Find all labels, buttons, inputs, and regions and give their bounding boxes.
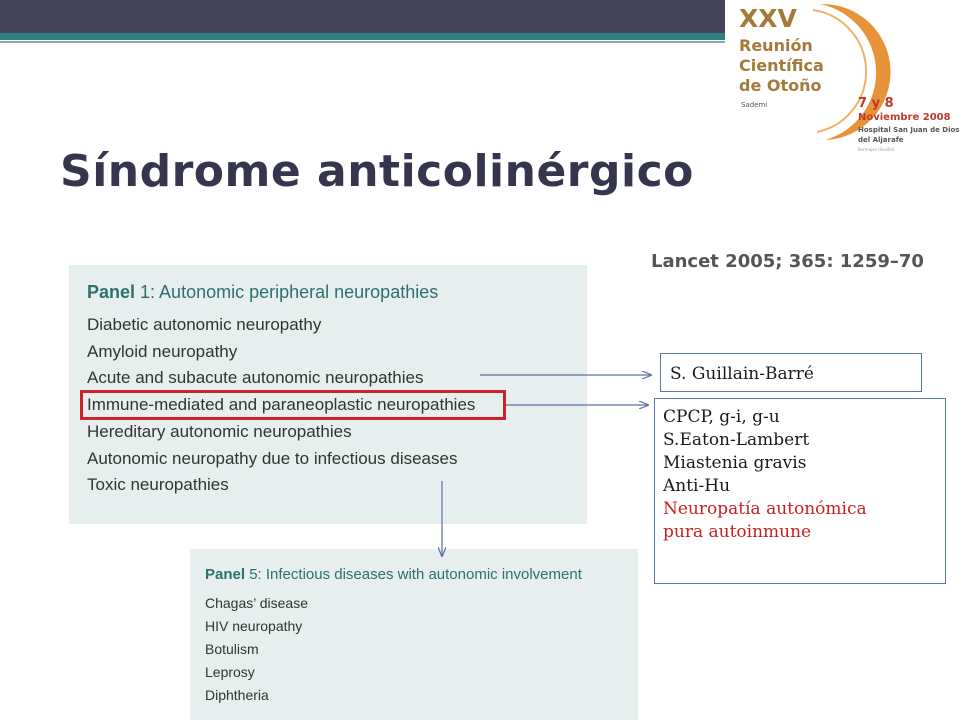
accent-thin-line xyxy=(0,41,730,43)
panel1-item: Amyloid neuropathy xyxy=(87,342,238,361)
conference-logo xyxy=(725,0,960,165)
condition-line: Miastenia gravis xyxy=(663,453,807,473)
condition-line-highlight: Neuropatía autonómica xyxy=(663,499,867,519)
panel5-item: Chagas’ disease xyxy=(205,595,308,611)
logo-edition: XXV xyxy=(739,4,797,33)
panel1-heading xyxy=(87,282,438,303)
panel1-item: Immune-mediated and paraneoplastic neuropathies xyxy=(87,395,476,414)
panel5-heading-rest: 5: Infectious diseases with autonomic involvement xyxy=(245,566,582,583)
logo-city: Bormujos (Sevilla) xyxy=(858,147,895,152)
panel1-item: Acute and subacute autonomic neuropathies xyxy=(87,368,424,387)
logo-line-1: Reunión xyxy=(739,36,813,55)
panel-infectious-diseases xyxy=(190,549,638,720)
logo-sponsor: Sademi xyxy=(741,101,768,109)
panel1-item: Hereditary autonomic neuropathies xyxy=(87,422,352,441)
condition-line: Anti-Hu xyxy=(663,476,731,496)
immune-conditions-box xyxy=(654,398,946,584)
panel5-item: HIV neuropathy xyxy=(205,618,303,634)
panel5-heading-bold: Panel xyxy=(205,566,246,583)
condition-line: CPCP, g-i, g-u xyxy=(663,407,780,427)
panel5-item: Botulism xyxy=(205,641,259,657)
highlight-box xyxy=(80,390,506,420)
panel5-item: Diphtheria xyxy=(205,687,269,703)
panel1-item: Toxic neuropathies xyxy=(87,475,229,494)
panel1-heading-rest: 1: Autonomic peripheral neuropathies xyxy=(135,282,439,302)
condition-line: S.Eaton-Lambert xyxy=(663,430,810,450)
logo-dates: 7 y 8 xyxy=(858,96,894,111)
citation: Lancet 2005; 365: 1259–70 xyxy=(651,251,924,272)
logo-month-year: Noviembre 2008 xyxy=(858,112,951,123)
slide-title: Síndrome anticolinérgico xyxy=(60,146,694,197)
panel1-heading-bold: Panel xyxy=(87,282,136,302)
panel5-item: Leprosy xyxy=(205,664,255,680)
logo-venue-line-1: Hospital San Juan de Dios xyxy=(858,126,960,134)
guillain-barre-box: S. Guillain-Barré xyxy=(660,353,922,392)
logo-line-3: de Otoño xyxy=(739,76,822,95)
panel1-item: Diabetic autonomic neuropathy xyxy=(87,315,322,334)
condition-line-highlight: pura autoinmune xyxy=(663,522,812,542)
accent-line xyxy=(0,33,730,40)
logo-line-2: Científica xyxy=(739,56,824,75)
panel1-item: Autonomic neuropathy due to infectious diseases xyxy=(87,449,458,468)
panel5-heading xyxy=(205,566,582,583)
logo-venue-line-2: del Aljarafe xyxy=(858,136,904,144)
